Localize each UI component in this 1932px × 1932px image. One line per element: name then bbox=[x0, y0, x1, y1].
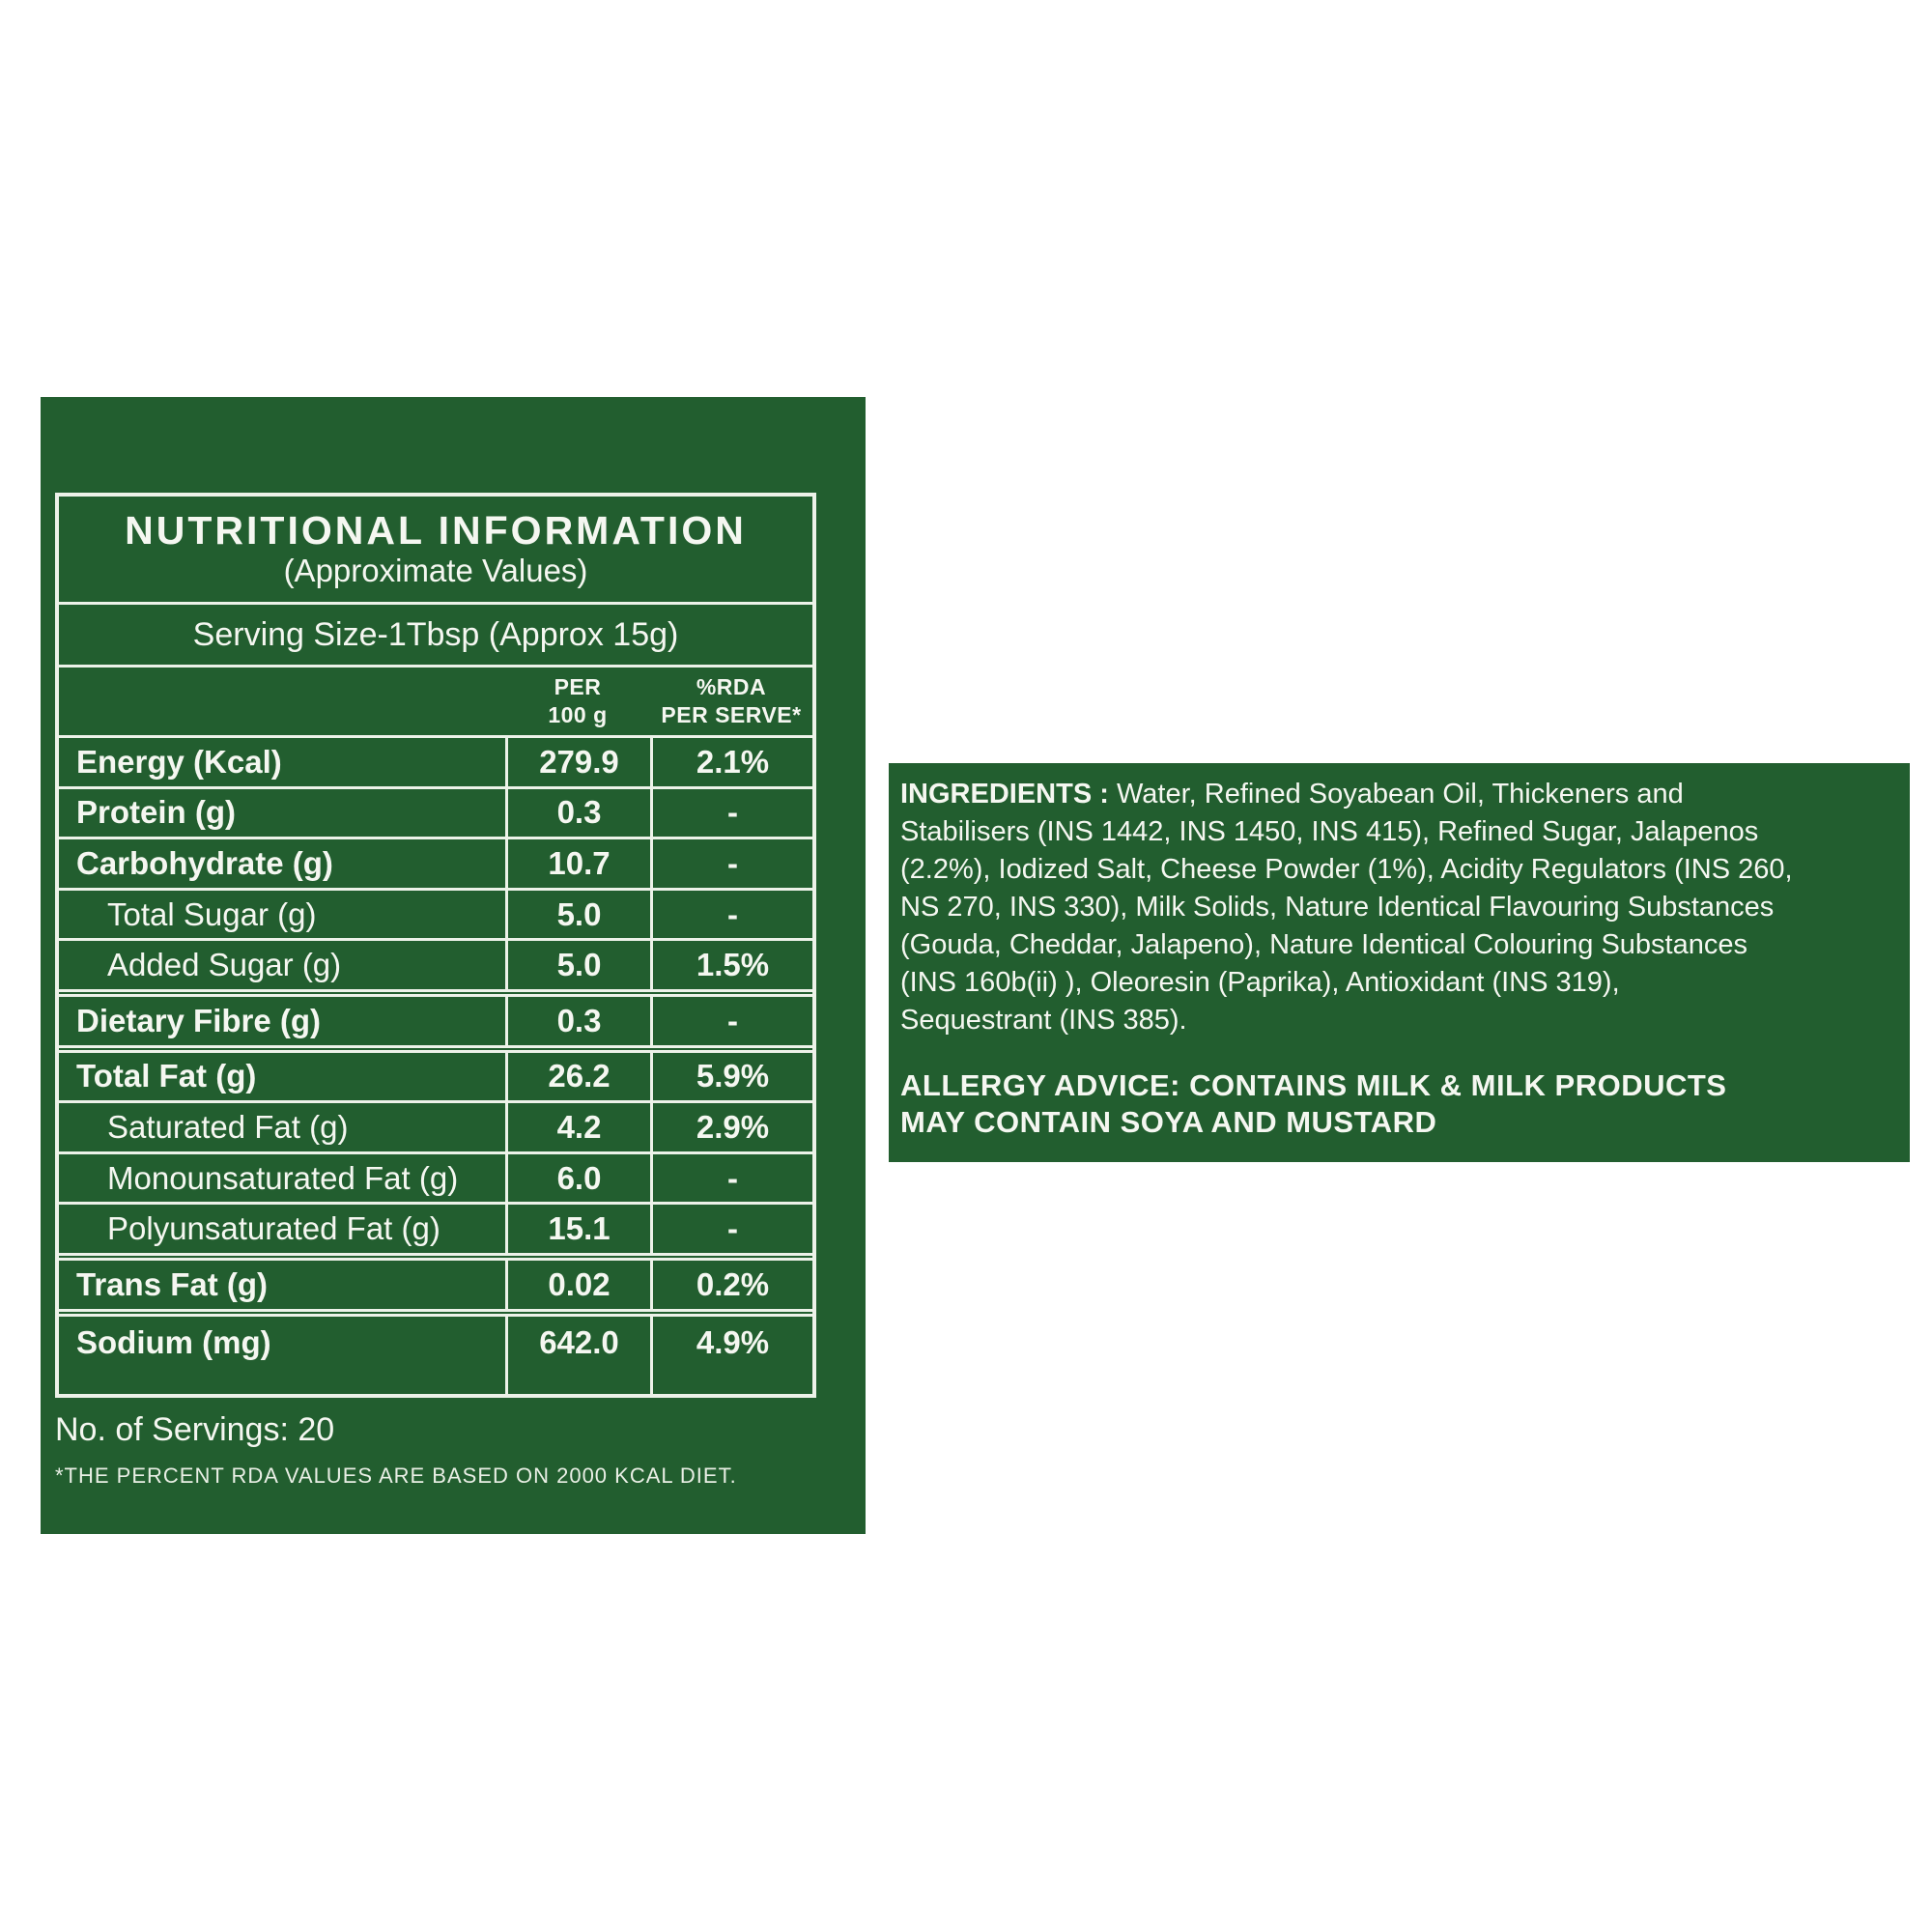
table-row-trans-fat bbox=[59, 1253, 812, 1309]
nutrition-panel bbox=[41, 397, 866, 1534]
ingredients-line-6: (INS 160b(ii) ), Oleoresin (Paprika), Antioxidant (INS 319), bbox=[900, 967, 1620, 998]
servings-note: No. of Servings: 20 bbox=[55, 1411, 335, 1448]
serving-size-row bbox=[59, 605, 812, 668]
table-row-energy bbox=[59, 735, 812, 786]
ingredients-heading: INGREDIENTS : bbox=[900, 779, 1117, 810]
table-row-polyunsaturated-fat bbox=[59, 1202, 812, 1253]
table-row-added-sugar bbox=[59, 938, 812, 989]
per-100g-value: 279.9 bbox=[505, 738, 650, 786]
table-row-monounsaturated-fat bbox=[59, 1151, 812, 1203]
nutrient-label: Protein (g) bbox=[76, 794, 236, 831]
per-100g-value: 4.2 bbox=[505, 1103, 650, 1151]
rda-value: 1.5% bbox=[650, 941, 812, 989]
rda-value: - bbox=[650, 839, 812, 888]
nutrition-table-header bbox=[59, 497, 812, 605]
column-header-rda bbox=[650, 673, 812, 729]
nutrient-label: Total Fat (g) bbox=[76, 1058, 257, 1094]
allergy-advice-line-1: ALLERGY ADVICE: CONTAINS MILK & MILK PRODUCTS bbox=[900, 1068, 1727, 1102]
ingredients-line-1-text: Water, Refined Soyabean Oil, Thickeners and bbox=[1116, 779, 1684, 810]
column-header-per-100g bbox=[505, 673, 650, 729]
rda-value: 0.2% bbox=[650, 1261, 812, 1309]
nutrient-label: Total Sugar (g) bbox=[107, 895, 317, 932]
column-header-row bbox=[59, 668, 812, 735]
rda-value: - bbox=[650, 1154, 812, 1203]
ingredients-line-1 bbox=[900, 776, 1900, 813]
per-100g-value: 0.3 bbox=[505, 997, 650, 1045]
nutrient-label: Sodium (mg) bbox=[76, 1323, 271, 1360]
table-row-total-fat bbox=[59, 1045, 812, 1101]
rda-value: - bbox=[650, 789, 812, 838]
rda-value: 2.9% bbox=[650, 1103, 812, 1151]
per-100g-value: 26.2 bbox=[505, 1053, 650, 1101]
per-100g-value: 5.0 bbox=[505, 941, 650, 989]
ingredients-line-7: Sequestrant (INS 385). bbox=[900, 1005, 1187, 1036]
per-100g-value: 6.0 bbox=[505, 1154, 650, 1203]
nutrition-subtitle: (Approximate Values) bbox=[283, 553, 588, 589]
rda-value: 2.1% bbox=[650, 738, 812, 786]
nutrition-title: NUTRITIONAL INFORMATION bbox=[125, 507, 747, 553]
table-row-protein bbox=[59, 786, 812, 838]
ingredients-line-4: NS 270, INS 330), Milk Solids, Nature Identical Flavouring Substances bbox=[900, 892, 1775, 923]
nutrient-label: Saturated Fat (g) bbox=[107, 1109, 349, 1146]
nutrient-label: Trans Fat (g) bbox=[76, 1265, 269, 1302]
per-100g-value: 642.0 bbox=[505, 1317, 650, 1394]
table-row-carbohydrate bbox=[59, 837, 812, 888]
table-row-sodium bbox=[59, 1309, 812, 1394]
rda-line1: %RDA bbox=[696, 674, 767, 700]
serving-size-text: Serving Size-1Tbsp (Approx 15g) bbox=[192, 615, 679, 653]
ingredients-panel bbox=[889, 763, 1910, 1162]
nutrient-label: Monounsaturated Fat (g) bbox=[107, 1159, 459, 1196]
per-100g-value: 10.7 bbox=[505, 839, 650, 888]
ingredients-line-5: (Gouda, Cheddar, Jalapeno), Nature Identical Colouring Substances bbox=[900, 929, 1747, 960]
nutrient-label: Polyunsaturated Fat (g) bbox=[107, 1210, 440, 1247]
table-row-total-sugar bbox=[59, 888, 812, 939]
rda-line2: PER SERVE* bbox=[661, 702, 802, 727]
rda-value: - bbox=[650, 997, 812, 1045]
per-100g-value: 5.0 bbox=[505, 891, 650, 939]
ingredients-line-2: Stabilisers (INS 1442, INS 1450, INS 415), Refined Sugar, Jalapenos bbox=[900, 816, 1759, 847]
rda-value: 4.9% bbox=[650, 1317, 812, 1394]
table-row-dietary-fibre bbox=[59, 989, 812, 1045]
nutrient-label: Dietary Fibre (g) bbox=[76, 1002, 322, 1038]
per-100g-line2: 100 g bbox=[548, 702, 608, 727]
ingredients-line-3: (2.2%), Iodized Salt, Cheese Powder (1%), Acidity Regulators (INS 260, bbox=[900, 854, 1793, 885]
allergy-advice-block bbox=[900, 1067, 1900, 1141]
per-100g-value: 15.1 bbox=[505, 1205, 650, 1253]
table-row-saturated-fat bbox=[59, 1100, 812, 1151]
rda-value: - bbox=[650, 891, 812, 939]
rda-value: 5.9% bbox=[650, 1053, 812, 1101]
nutrient-label: Energy (Kcal) bbox=[76, 743, 282, 780]
per-100g-value: 0.02 bbox=[505, 1261, 650, 1309]
allergy-advice-line-2: MAY CONTAIN SOYA AND MUSTARD bbox=[900, 1105, 1437, 1139]
rda-value: - bbox=[650, 1205, 812, 1253]
nutrient-label: Added Sugar (g) bbox=[107, 947, 342, 983]
per-100g-value: 0.3 bbox=[505, 789, 650, 838]
nutrient-label: Carbohydrate (g) bbox=[76, 845, 333, 882]
per-100g-line1: PER bbox=[554, 674, 602, 700]
rda-footnote: *THE PERCENT RDA VALUES ARE BASED ON 2000 KCAL DIET. bbox=[55, 1463, 737, 1488]
nutrition-table bbox=[55, 493, 816, 1398]
